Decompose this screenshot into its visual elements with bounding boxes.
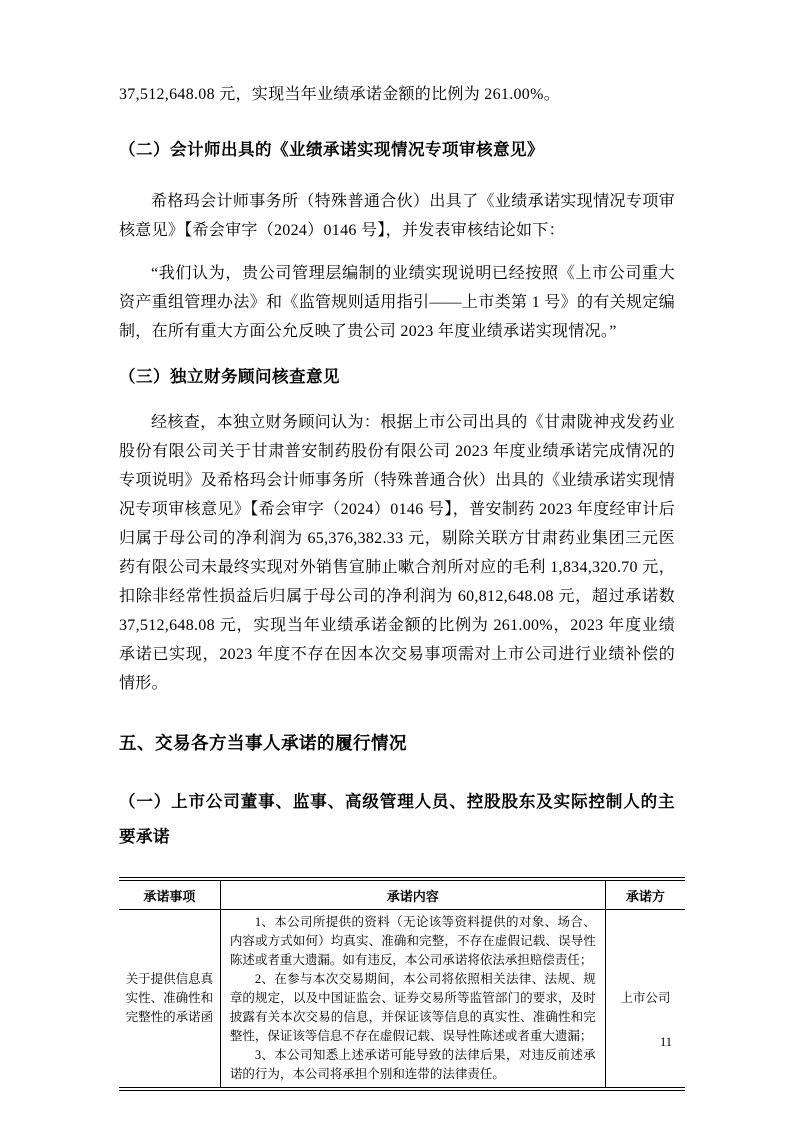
document-body: [119, 80, 675, 1091]
paragraph-accountant: 希格玛会计师事务所（特殊普通合伙）出具了《业绩承诺实现情况专项审核意见》【希会审字（2024）0146 号】，并发表审核结论如下：: [119, 193, 675, 239]
commitment-clause-1: 1、本公司所提供的资料（无论该等资料提供的对象、场合、内容或方式如何）均真实、准确和完整，不存在虚假记载、误导性陈述或者重大遗漏。如有违反，本公司承诺将依法承担赔偿责任；: [229, 915, 596, 967]
subsection-heading-major-commitments: （一）上市公司董事、监事、高级管理人员、控股股东及实际控制人的主要承诺: [119, 793, 675, 846]
commitment-table: [119, 877, 685, 1091]
paragraph-advisor-conclusion: 经核查，本独立财务顾问认为：根据上市公司出具的《甘肃陇神戎发药业股份有限公司关于甘肃普安制药股份有限公司 2023 年度业绩承诺完成情况的专项说明》及希格玛会计师事务所（特殊普通合伙）出具的《业绩承诺实现情况专项审核意见》【希会审字（2024）0146 号】，普安制药 2023 年度经审计后归属于母公司的净利润为 65,376,382.33 元，剔除关联方甘肃药业集团三元医药有限公司未最终实现对外销售宣肺止嗽合剂所对应的毛利 1,834,320.70 元，扣除非经常性损益后归属于母公司的净利润为 60,812,648.08 元，超过承诺数 37,512,648.08 元，实现当年业绩承诺金额的比例为 261.00%，2023 年度业绩承诺已实现，2023 年度不存在因本次交易事项需对上市公司进行业绩补偿的情形。: [119, 414, 675, 692]
table-header-item: 承诺事项: [119, 879, 220, 910]
commitment-clause-3: 3、本公司知悉上述承诺可能导致的法律后果，对违反前述承诺的行为，本公司将承担个别和连带的法律责任。: [229, 1048, 596, 1081]
table-header-content: 承诺内容: [220, 879, 605, 910]
commitment-item-cell: 关于提供信息真实性、准确性和完整性的承诺函: [125, 972, 214, 1024]
paragraph-opinion-quote: “我们认为，贵公司管理层编制的业绩实现说明已经按照《上市公司重大资产重组管理办法》和《监管规则适用指引——上市类第 1 号》的有关规定编制，在所有重大方面公允反映了贵公司 2023 年度业绩承诺实现情况。”: [119, 265, 675, 340]
table-header-row: [119, 879, 685, 910]
page-number: 11: [659, 1035, 672, 1049]
commitment-clause-2: 2、在参与本次交易期间，本公司将依照相关法律、法规、规章的规定，以及中国证监会、证券交易所等监管部门的要求，及时披露有关本次交易的信息，并保证该等信息的真实性、准确性和完整性，保证该等信息不存在虚假记载、误导性陈述或者重大遗漏；: [229, 972, 596, 1043]
commitment-table-head: [119, 879, 685, 910]
paragraph-continuation: 37,512,648.08 元，实现当年业绩承诺金额的比例为 261.00%。: [119, 86, 561, 103]
commitment-content-cell: [220, 910, 605, 1090]
commitment-table-body: [119, 910, 685, 1090]
section-heading-accountant-opinion: （二）会计师出具的《业绩承诺实现情况专项审核意见》: [119, 141, 544, 159]
table-header-party: 承诺方: [605, 879, 685, 910]
section-heading-commitments-performance: 五、交易各方当事人承诺的履行情况: [119, 733, 407, 753]
commitment-party-cell: 上市公司: [620, 991, 671, 1005]
section-heading-advisor-opinion: （三）独立财务顾问核查意见: [119, 368, 340, 386]
table-row: [119, 910, 685, 1090]
